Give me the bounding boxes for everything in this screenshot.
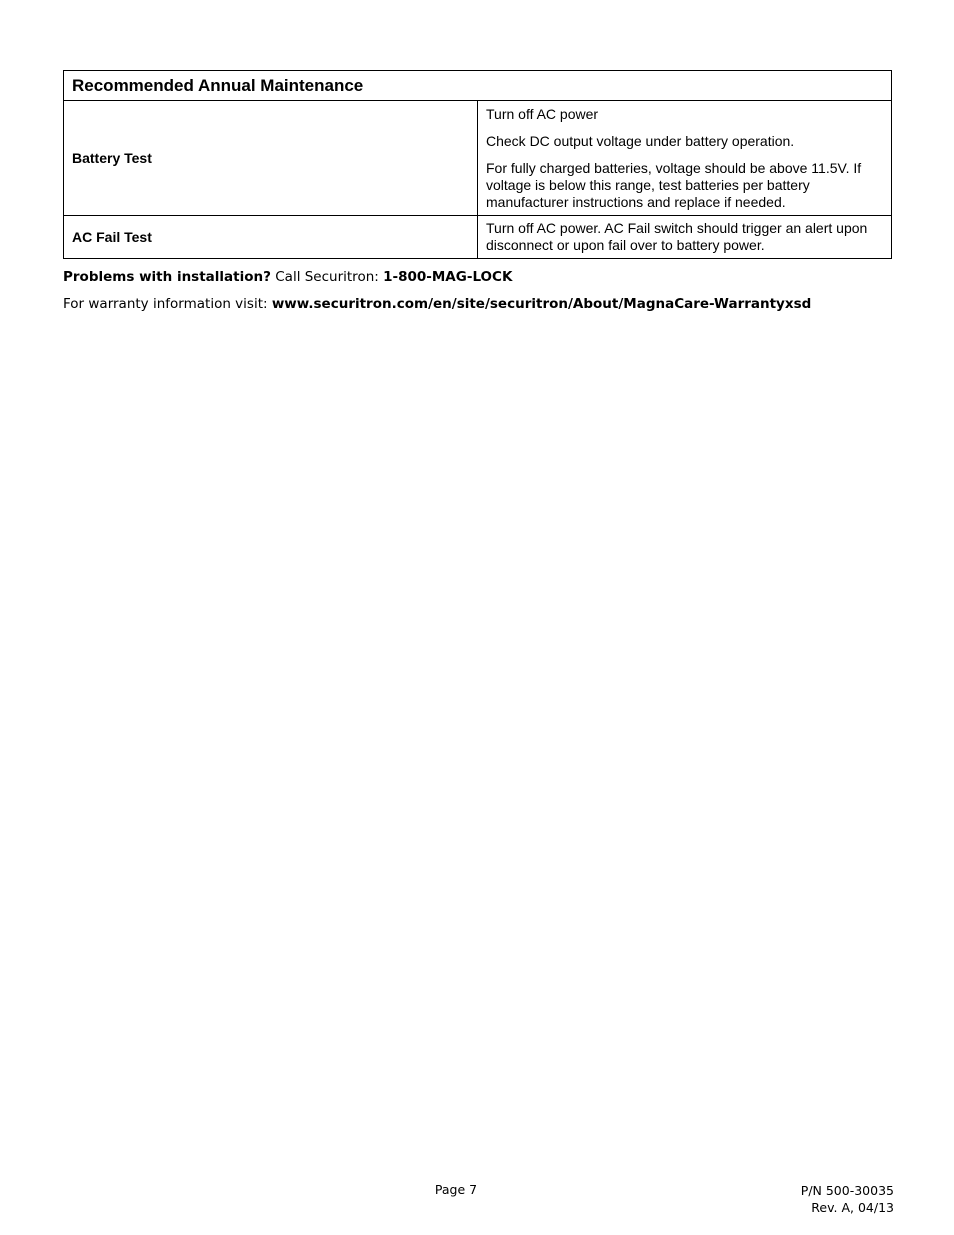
battery-test-label: Battery Test (64, 101, 478, 216)
support-phone: 1-800-MAG-LOCK (383, 269, 513, 285)
problems-prefix: Problems with installation? (63, 269, 271, 285)
part-number: P/N 500-30035 (800, 1183, 894, 1198)
battery-test-step: Check DC output voltage under battery operation. (486, 133, 795, 149)
warranty-prefix: For warranty information visit: (63, 296, 272, 312)
support-line (63, 269, 512, 285)
battery-test-step: For fully charged batteries, voltage should be above 11.5V. If voltage is below this range, test batteries per battery manufacturer instructions and replace if needed. (486, 160, 862, 210)
ac-fail-test-step: Turn off AC power. AC Fail switch should trigger an alert upon disconnect or upon fail over to battery power. (486, 220, 868, 253)
battery-test-description (478, 101, 892, 216)
call-text: Call Securitron: (270, 269, 384, 285)
part-number-block (801, 1182, 894, 1216)
warranty-line (63, 296, 811, 312)
ac-fail-test-label: AC Fail Test (64, 216, 478, 259)
table-row (64, 216, 892, 259)
table-title: Recommended Annual Maintenance (64, 71, 892, 101)
page-number: Page 7 (434, 1182, 478, 1197)
table-header-row (64, 71, 892, 101)
maintenance-table (63, 70, 892, 259)
revision: Rev. A, 04/13 (811, 1200, 894, 1215)
warranty-url: www.securitron.com/en/site/securitron/About/MagnaCare-Warrantyxsd (271, 296, 812, 312)
table-row (64, 101, 892, 216)
battery-test-step: Turn off AC power (486, 106, 599, 122)
ac-fail-test-description (478, 216, 892, 259)
